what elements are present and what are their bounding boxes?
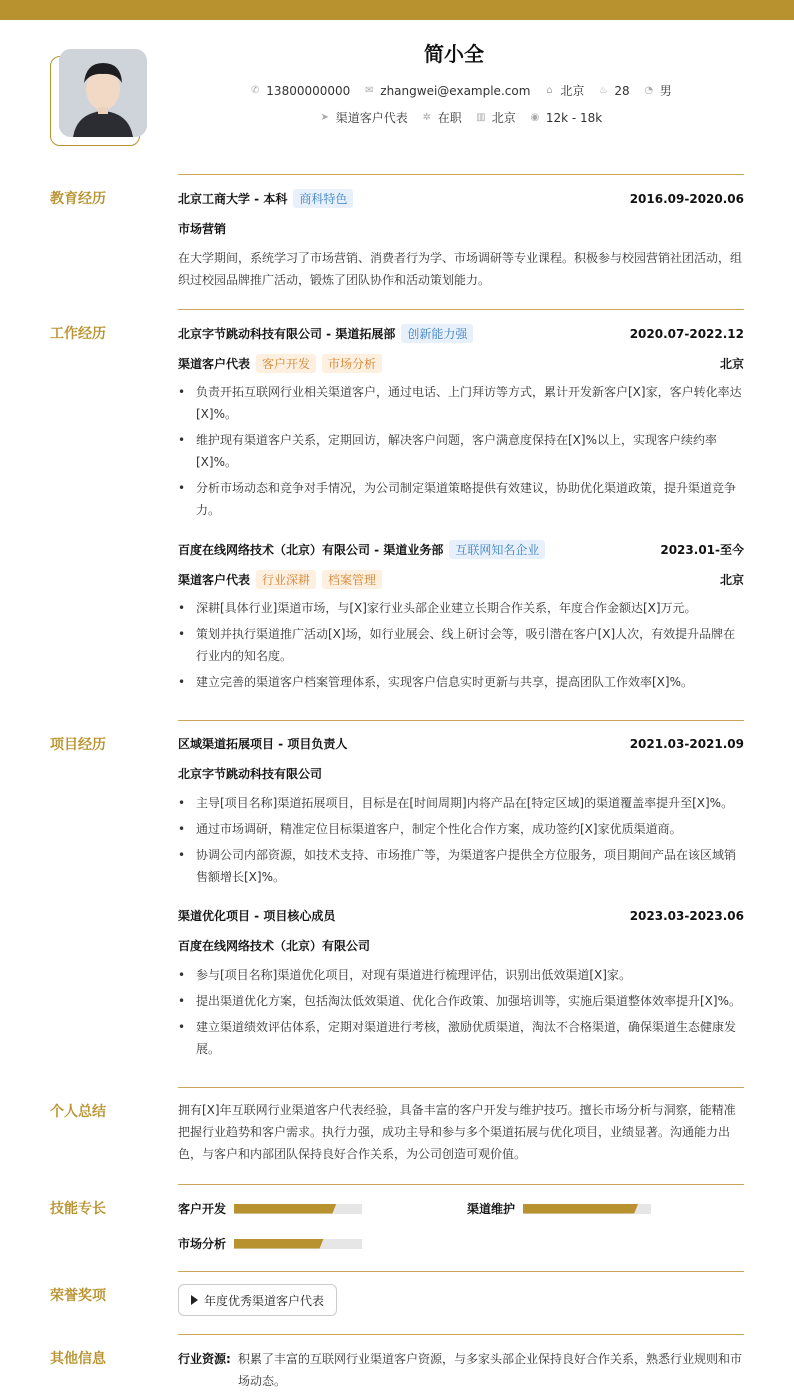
project-date: 2021.03-2021.09	[629, 736, 744, 751]
work-header	[178, 540, 744, 559]
divider	[178, 174, 744, 175]
cake-icon: ♨	[598, 84, 608, 96]
work-role-row	[178, 354, 744, 373]
section-title-education: 教育经历	[50, 191, 106, 207]
work-date: 2020.07-2022.12	[629, 326, 744, 341]
play-icon	[191, 1295, 198, 1305]
work-city: 北京	[719, 357, 744, 371]
divider	[178, 1334, 744, 1335]
skill-name: 渠道维护	[467, 1202, 516, 1216]
work-role-tag: 行业深耕	[256, 570, 316, 589]
mail-icon: ✉	[365, 84, 374, 96]
education-major: 市场营销	[178, 222, 227, 236]
status-text: 在职	[437, 111, 462, 125]
education-date: 2016.09-2020.06	[629, 191, 744, 206]
work-role-tag: 市场分析	[322, 354, 382, 373]
skill-name: 市场分析	[178, 1237, 227, 1251]
project-company: 百度在线网络技术（北京）有限公司	[178, 939, 371, 953]
skill-bar	[234, 1204, 362, 1214]
email-text: zhangwei@example.com	[380, 83, 531, 98]
education-desc: 在大学期间，系统学习了市场营销、消费者行为学、市场调研等专业课程。积极参与校园营销社团活动，组织过校园品牌推广活动，锻炼了团队协作和活动策划能力。	[178, 251, 743, 287]
candidate-name: 简小全	[424, 42, 484, 66]
divider	[178, 1087, 744, 1088]
section-title-work: 工作经历	[50, 326, 106, 342]
status-icon: ✲	[422, 111, 431, 123]
skill-bar-fill	[523, 1204, 638, 1214]
position-text: 渠道客户代表	[335, 111, 408, 125]
project-header	[178, 735, 744, 752]
work-company: 百度在线网络技术（北京）有限公司 - 渠道业务部	[178, 543, 444, 557]
phone-icon: ✆	[251, 84, 260, 96]
summary-text: 拥有[X]年互联网行业渠道客户代表经验，具备丰富的客户开发与维护技巧。擅长市场分析与洞察，能精准把握行业趋势和客户需求。执行力强，成功主导和参与多个渠道拓展与优化项目，业绩显著。沟通能力出色，与客户和内部团队保持良好合作关系，为公司创造可观价值。	[178, 1103, 736, 1161]
divider	[178, 1184, 744, 1185]
work-role-tag: 客户开发	[256, 354, 316, 373]
skill-bar-fill	[234, 1204, 336, 1214]
project-bullet: • 参与[项目名称]渠道优化项目，对现有渠道进行梳理评估，识别出低效渠道[X]家。	[178, 964, 744, 986]
gender-text: 男	[659, 84, 672, 98]
skill-bar	[234, 1239, 362, 1249]
age-text: 28	[614, 83, 630, 98]
divider	[178, 1271, 744, 1272]
project-title: 区域渠道拓展项目 - 项目负责人	[178, 737, 348, 751]
building-icon: ▥	[476, 111, 486, 123]
honor-name: 年度优秀渠道客户代表	[204, 1293, 325, 1308]
send-icon: ➤	[320, 111, 329, 123]
work-bullet: • 策划并执行渠道推广活动[X]场，如行业展会、线上研讨会等，吸引潜在客户[X]人次，有效提升品牌在行业内的知名度。	[178, 623, 744, 667]
gender-icon: ◔	[644, 84, 654, 96]
work-company: 北京字节跳动科技有限公司 - 渠道拓展部	[178, 327, 396, 341]
section-title-other: 其他信息	[50, 1351, 106, 1367]
project-bullet: • 协调公司内部资源，如技术支持、市场推广等，为渠道客户提供全方位服务，项目期间产品在该区域销售额增长[X]%。	[178, 844, 744, 888]
contact-row	[178, 82, 744, 99]
skill-bar-fill	[234, 1239, 324, 1249]
work-bullet: • 建立完善的渠道客户档案管理体系，实现客户信息实时更新与共享，提高团队工作效率[X]%。	[178, 671, 744, 693]
project-bullet: • 通过市场调研，精准定位目标渠道客户，制定个性化合作方案，成功签约[X]家优质渠道商。	[178, 818, 744, 840]
work-company-tag: 互联网知名企业	[449, 540, 545, 559]
skill-item	[178, 1200, 362, 1217]
project-bullet: • 主导[项目名称]渠道拓展项目，目标是在[时间周期]内将产品在[特定区域]的渠道覆盖率提升至[X]%。	[178, 792, 744, 814]
job-intent-row	[178, 109, 744, 126]
education-header	[178, 189, 744, 208]
project-header	[178, 907, 744, 924]
work-role: 渠道客户代表	[178, 573, 251, 587]
other-label: 行业资源:	[178, 1352, 231, 1366]
work-bullet: • 分析市场动态和竞争对手情况，为公司制定渠道策略提供有效建议，协助优化渠道政策，提升渠道竞争力。	[178, 477, 744, 521]
project-bullet: • 建立渠道绩效评估体系，定期对渠道进行考核，激励优质渠道，淘汰不合格渠道，确保渠道生态健康发展。	[178, 1016, 744, 1060]
city-text: 北京	[491, 111, 516, 125]
school-tag: 商科特色	[293, 189, 353, 208]
top-accent-bar	[0, 0, 794, 20]
project-company: 北京字节跳动科技有限公司	[178, 767, 323, 781]
project-bullet: • 提出渠道优化方案，包括淘汰低效渠道、优化合作政策、加强培训等，实施后渠道整体效率提升[X]%。	[178, 990, 744, 1012]
divider	[178, 309, 744, 310]
work-role-row	[178, 570, 744, 589]
divider	[178, 720, 744, 721]
skill-item	[178, 1235, 362, 1252]
work-bullet: • 负责开拓互联网行业相关渠道客户，通过电话、上门拜访等方式，累计开发新客户[X]家，客户转化率达[X]%。	[178, 381, 744, 425]
section-title-project: 项目经历	[50, 737, 106, 753]
section-title-skills: 技能专长	[50, 1201, 106, 1217]
section-title-honors: 荣誉奖项	[50, 1288, 106, 1304]
salary-text: 12k - 18k	[545, 110, 603, 125]
location-text: 北京	[560, 84, 585, 98]
school-name: 北京工商大学 - 本科	[178, 192, 288, 206]
honor-item[interactable]	[178, 1284, 337, 1316]
work-bullet: • 维护现有渠道客户关系，定期回访，解决客户问题，客户满意度保持在[X]%以上，实现客户续约率[X]%。	[178, 429, 744, 473]
section-title-summary: 个人总结	[50, 1104, 106, 1120]
home-icon: ⌂	[546, 84, 553, 96]
work-role-tag: 档案管理	[322, 570, 382, 589]
work-header	[178, 324, 744, 343]
work-city: 北京	[719, 573, 744, 587]
other-text: 积累了丰富的互联网行业渠道客户资源，与多家头部企业保持良好合作关系，熟悉行业规则和市场动态。	[238, 1352, 743, 1388]
work-bullet: • 深耕[具体行业]渠道市场，与[X]家行业头部企业建立长期合作关系，年度合作金额达[X]万元。	[178, 597, 744, 619]
project-date: 2023.03-2023.06	[629, 908, 744, 923]
skill-name: 客户开发	[178, 1202, 227, 1216]
skill-item	[467, 1200, 651, 1217]
work-company-tag: 创新能力强	[401, 324, 473, 343]
skill-bar	[523, 1204, 651, 1214]
work-date: 2023.01-至今	[660, 543, 744, 557]
salary-icon: ◉	[530, 111, 540, 123]
work-role: 渠道客户代表	[178, 357, 251, 371]
phone-text: 13800000000	[266, 83, 351, 98]
project-title: 渠道优化项目 - 项目核心成员	[178, 909, 336, 923]
